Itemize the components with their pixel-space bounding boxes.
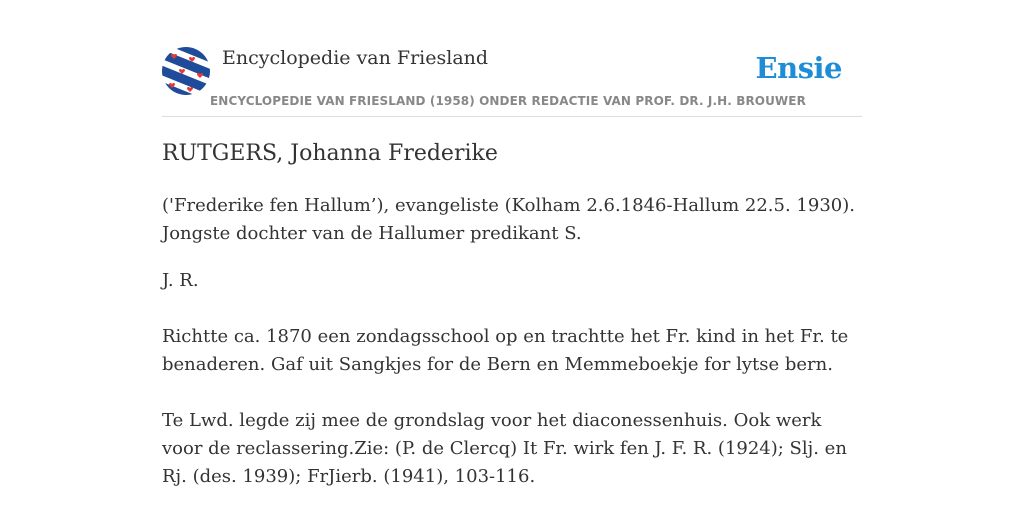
site-header [162,0,862,117]
page [162,0,862,487]
ensie-brand-link[interactable]: Ensie [755,51,842,85]
site-title-link[interactable]: Encyclopedie van Friesland [222,47,489,69]
encyclopedia-subtitle: ENCYCLOPEDIE VAN FRIESLAND (1958) ONDER REDACTIE VAN PROF. DR. J.H. BROUWER [210,94,806,108]
article-intro: ('Frederike fen Hallum’), evangeliste (Kolham 2.6.1846-Hallum 22.5. 1930). Jongste dochter van de Hallumer predikant S. [162,195,855,244]
friesland-flag-logo-icon[interactable] [162,47,210,95]
article-title: RUTGERS, Johanna Frederike [162,141,498,166]
article-body: J. R. Richtte ca. 1870 een zondagsschool op en trachtte het Fr. kind in het Fr. te benaderen. Gaf uit Sangkjes for de Bern en Memmeboekje for lytse bern. Te Lwd. legde zij mee de grondslag voor het diaconessenhuis. Ook werk voor de reclassering.Zie: (P. de Clercq) It Fr. wirk fen J. F. R. (1924); Slj. en Rj. (des. 1939); FrJierb. (1941), 103-116. [162,270,849,487]
article [162,138,862,487]
